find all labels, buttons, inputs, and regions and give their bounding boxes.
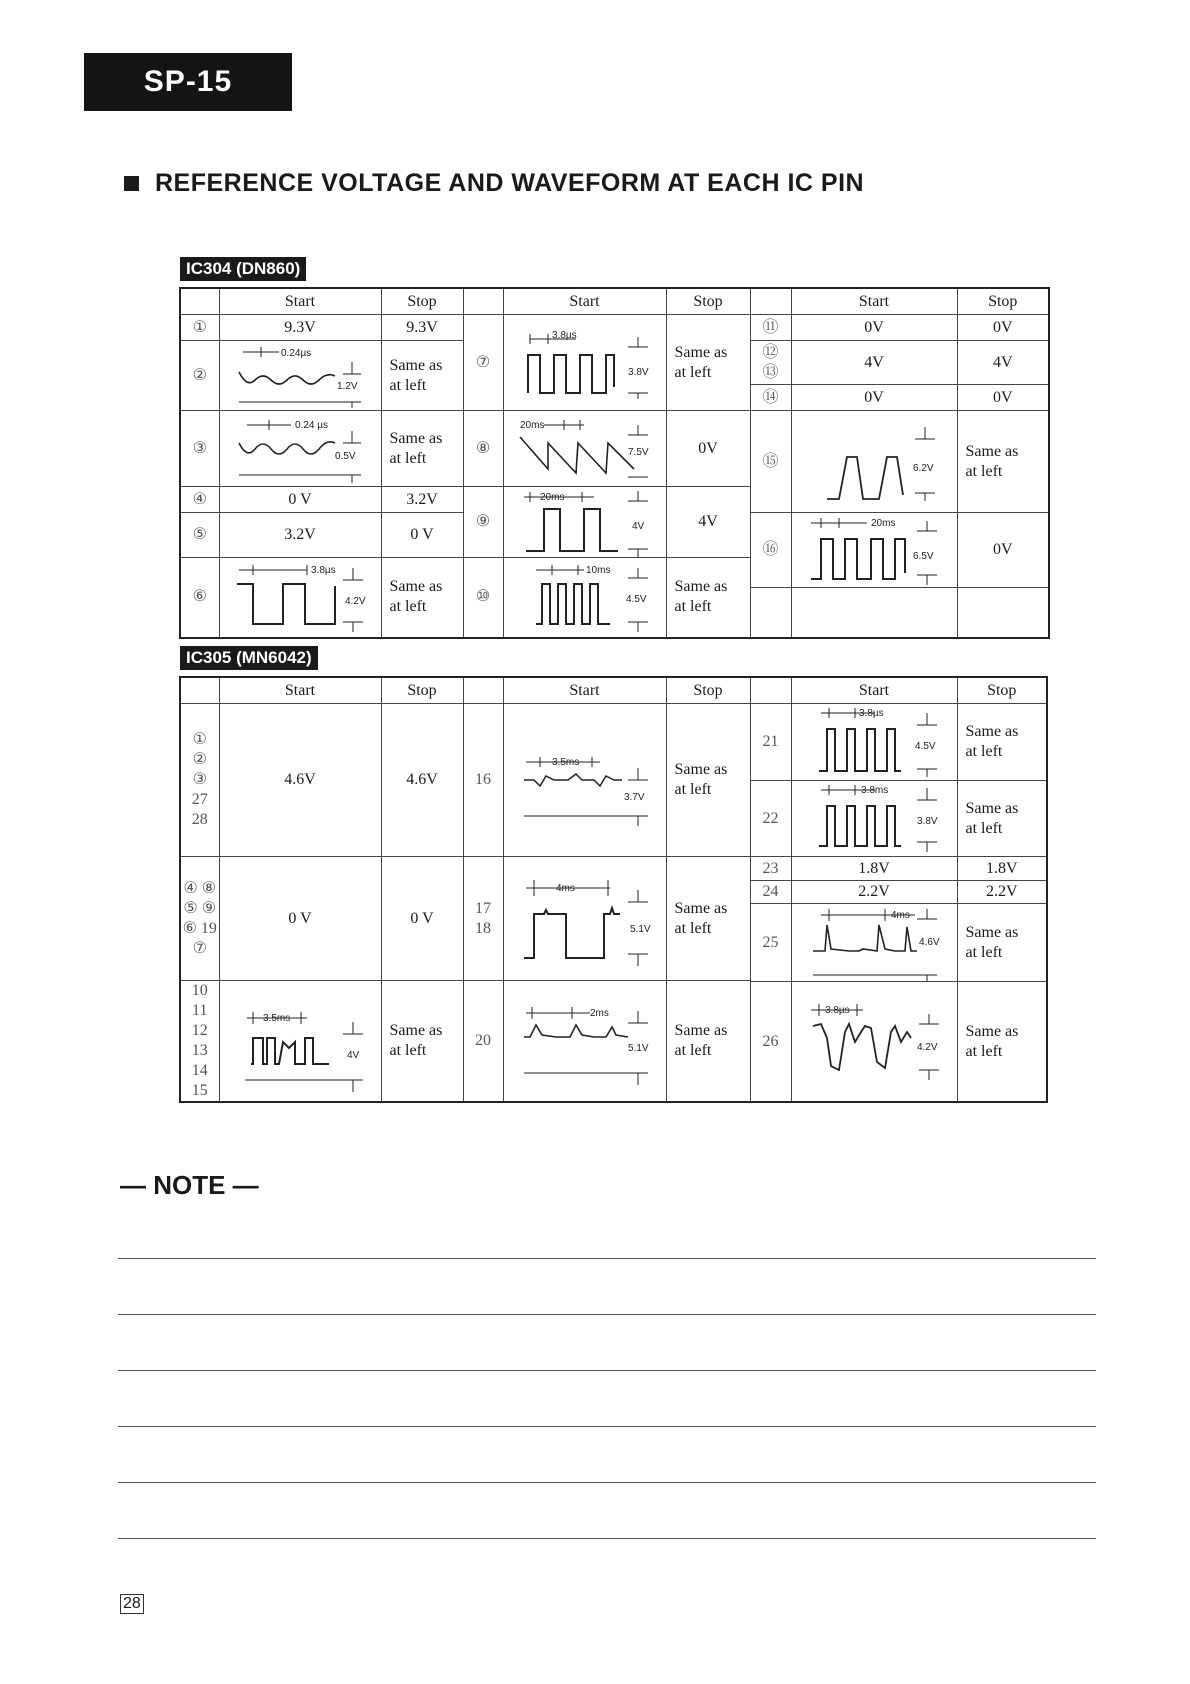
- pin-26-stop: Same as at left: [957, 982, 1047, 1102]
- table-row: [180, 411, 1049, 487]
- pin-20-waveform: [503, 981, 666, 1103]
- pin-group-3-waveform: [219, 981, 381, 1103]
- table-row: [180, 857, 1047, 881]
- pin-6-stop: Same as at left: [381, 558, 463, 638]
- header-start: Start: [219, 288, 381, 315]
- square-wave-icon: [510, 487, 660, 557]
- svg-text:4.2V: 4.2V: [345, 596, 366, 608]
- svg-text:4V: 4V: [347, 1050, 360, 1061]
- svg-text:4V: 4V: [631, 521, 644, 532]
- page-number: 28: [120, 1594, 144, 1614]
- table-row: [180, 704, 1047, 781]
- pin-5-start: 3.2V: [219, 513, 381, 558]
- svg-text:0.24µs: 0.24µs: [281, 347, 312, 359]
- svg-text:6.5V: 6.5V: [913, 551, 934, 562]
- pin-5-stop: 0 V: [381, 513, 463, 558]
- pin-1: ①: [180, 315, 219, 341]
- pin-24: 24: [750, 881, 791, 904]
- header-blank: [750, 288, 791, 315]
- pin-14: ⑭: [750, 385, 791, 411]
- header-stop: Stop: [957, 677, 1047, 704]
- pin-15-waveform: [791, 411, 957, 513]
- header-row: [180, 288, 1049, 315]
- pin-group-1-start: 4.6V: [219, 704, 381, 857]
- spike-wave-icon: [510, 989, 660, 1093]
- pin-16-waveform: [791, 513, 957, 588]
- pulse-wave-icon: [225, 562, 375, 632]
- sawtooth-wave-icon: [510, 413, 660, 485]
- square-wave-icon: [510, 864, 660, 974]
- note-line: [118, 1314, 1096, 1315]
- pin-8-waveform: [503, 411, 666, 487]
- svg-text:3.8µs: 3.8µs: [551, 329, 577, 341]
- pin-23-stop: 1.8V: [957, 857, 1047, 881]
- pin-group-2: ④ ⑧ ⑤ ⑨ ⑥ 19 ⑦: [180, 857, 219, 981]
- pin-21-stop: Same as at left: [957, 704, 1047, 781]
- header-stop: Stop: [381, 677, 463, 704]
- svg-text:0.24 µs: 0.24 µs: [295, 419, 329, 431]
- header-start: Start: [791, 288, 957, 315]
- pin-17-18-stop: Same as at left: [666, 857, 750, 981]
- svg-text:4.5V: 4.5V: [625, 594, 647, 606]
- header-start: Start: [503, 677, 666, 704]
- ic304-table: [179, 287, 1050, 639]
- square-wave-icon: [799, 705, 949, 779]
- note-line: [118, 1538, 1096, 1539]
- pin-12-start: 4V: [791, 341, 957, 385]
- table-row: [180, 315, 1049, 341]
- pin-3-waveform: [219, 411, 381, 487]
- svg-text:3.5ms: 3.5ms: [263, 1013, 291, 1024]
- pin-1-start: 9.3V: [219, 315, 381, 341]
- svg-text:5.1V: 5.1V: [627, 1043, 649, 1054]
- header-blank: [180, 677, 219, 704]
- section-title: [124, 169, 864, 198]
- pin-16: 16: [463, 704, 503, 857]
- pin-21: 21: [750, 704, 791, 781]
- svg-text:3.8V: 3.8V: [917, 815, 938, 827]
- empty-cell: [957, 588, 1049, 638]
- header-start: Start: [219, 677, 381, 704]
- header-blank: [750, 677, 791, 704]
- pin-16-stop: Same as at left: [666, 704, 750, 857]
- pin-10-stop: Same as at left: [666, 558, 750, 638]
- pin-11-start: 0V: [791, 315, 957, 341]
- header-stop: Stop: [666, 677, 750, 704]
- pin-10: ⑩: [463, 558, 503, 638]
- svg-text:3.7V: 3.7V: [623, 792, 645, 803]
- header-stop: Stop: [957, 288, 1049, 315]
- pin-10-waveform: [503, 558, 666, 638]
- header-blank: [463, 288, 503, 315]
- model-badge: SP-15: [84, 53, 292, 111]
- square-wave-icon: [799, 513, 949, 587]
- pin-21-waveform: [791, 704, 957, 781]
- empty-cell: [791, 588, 957, 638]
- bullet-square-icon: [124, 176, 139, 191]
- svg-text:5.1V: 5.1V: [629, 923, 651, 935]
- pin-24-stop: 2.2V: [957, 881, 1047, 904]
- header-stop: Stop: [381, 288, 463, 315]
- pin-20: 20: [463, 981, 503, 1103]
- square-wave-icon: [799, 782, 949, 856]
- pin-14-start: 0V: [791, 385, 957, 411]
- svg-text:4ms: 4ms: [891, 909, 910, 921]
- note-line: [118, 1370, 1096, 1371]
- pin-25-waveform: [791, 904, 957, 982]
- pin-16: ⑯: [750, 513, 791, 588]
- pin-23: 23: [750, 857, 791, 881]
- pin-26-waveform: [791, 982, 957, 1102]
- pin-11: ⑪: [750, 315, 791, 341]
- svg-text:3.8µs: 3.8µs: [311, 565, 336, 577]
- pin-22-stop: Same as at left: [957, 781, 1047, 857]
- section-title-text: REFERENCE VOLTAGE AND WAVEFORM AT EACH IC PIN: [155, 169, 865, 197]
- svg-text:0.5V: 0.5V: [335, 450, 356, 462]
- note-line: [118, 1482, 1096, 1483]
- svg-text:3.8V: 3.8V: [627, 366, 649, 378]
- pin-15: ⑮: [750, 411, 791, 513]
- pin-17-18-waveform: [503, 857, 666, 981]
- svg-text:3.5ms: 3.5ms: [551, 757, 579, 768]
- header-row: [180, 677, 1047, 704]
- ramp-wave-icon: [799, 421, 949, 503]
- header-blank: [463, 677, 503, 704]
- pin-group-2-stop: 0 V: [381, 857, 463, 981]
- pin-12-13: ⑫ ⑬: [750, 341, 791, 385]
- pin-8-stop: 0V: [666, 411, 750, 487]
- pin-group-1-stop: 4.6V: [381, 704, 463, 857]
- svg-text:4.5V: 4.5V: [915, 741, 936, 752]
- pin-9-waveform: [503, 487, 666, 558]
- svg-text:4ms: 4ms: [555, 882, 575, 894]
- pin-17-18: 17 18: [463, 857, 503, 981]
- pin-12-stop: 4V: [957, 341, 1049, 385]
- pin-25-stop: Same as at left: [957, 904, 1047, 982]
- pin-2-waveform: [219, 341, 381, 411]
- header-start: Start: [503, 288, 666, 315]
- pin-20-stop: Same as at left: [666, 981, 750, 1103]
- header-blank: [180, 288, 219, 315]
- pin-11-stop: 0V: [957, 315, 1049, 341]
- header-stop: Stop: [666, 288, 750, 315]
- pin-7: ⑦: [463, 315, 503, 411]
- svg-text:2ms: 2ms: [589, 1008, 609, 1019]
- pin-22-waveform: [791, 781, 957, 857]
- header-start: Start: [791, 677, 957, 704]
- svg-text:3.8µs: 3.8µs: [859, 708, 884, 719]
- pin-3: ③: [180, 411, 219, 487]
- svg-text:20ms: 20ms: [871, 518, 896, 529]
- pin-9: ⑨: [463, 487, 503, 558]
- svg-text:4.2V: 4.2V: [917, 1041, 938, 1053]
- pin-16-stop: 0V: [957, 513, 1049, 588]
- note-line: [118, 1426, 1096, 1427]
- pin-6-waveform: [219, 558, 381, 638]
- square-wave-icon: [510, 562, 660, 632]
- svg-text:4.6V: 4.6V: [919, 936, 940, 948]
- pin-26: 26: [750, 982, 791, 1102]
- pin-7-stop: Same as at left: [666, 315, 750, 411]
- pin-14-stop: 0V: [957, 385, 1049, 411]
- empty-cell: [750, 588, 791, 638]
- ic304-label: IC304 (DN860): [180, 257, 306, 281]
- svg-text:1.2V: 1.2V: [337, 380, 358, 392]
- square-wave-icon: [510, 327, 660, 399]
- pin-group-3-stop: Same as at left: [381, 981, 463, 1103]
- sine-wave-icon: [225, 342, 375, 410]
- pin-2: ②: [180, 341, 219, 411]
- spike-wave-icon: [799, 905, 949, 981]
- pin-25: 25: [750, 904, 791, 982]
- ic305-table: [179, 676, 1048, 1103]
- pin-4: ④: [180, 487, 219, 513]
- pin-4-stop: 3.2V: [381, 487, 463, 513]
- pin-8: ⑧: [463, 411, 503, 487]
- pin-24-start: 2.2V: [791, 881, 957, 904]
- ic305-label: IC305 (MN6042): [180, 646, 318, 670]
- svg-text:6.2V: 6.2V: [913, 462, 934, 474]
- pin-group-2-start: 0 V: [219, 857, 381, 981]
- pin-1-stop: 9.3V: [381, 315, 463, 341]
- pin-16-waveform: [503, 704, 666, 857]
- svg-text:7.5V: 7.5V: [627, 446, 649, 458]
- svg-text:20ms: 20ms: [519, 419, 544, 431]
- svg-text:3.8µs: 3.8µs: [825, 1004, 850, 1016]
- pin-4-start: 0 V: [219, 487, 381, 513]
- sine-wave-icon: [225, 413, 375, 485]
- pin-group-3: 10 11 12 13 14 15: [180, 981, 219, 1103]
- pin-6: ⑥: [180, 558, 219, 638]
- svg-text:10ms: 10ms: [585, 565, 610, 577]
- svg-text:20ms: 20ms: [539, 492, 564, 503]
- pin-2-stop: Same as at left: [381, 341, 463, 411]
- pin-23-start: 1.8V: [791, 857, 957, 881]
- pin-22: 22: [750, 781, 791, 857]
- pulse-wave-icon: [799, 1002, 949, 1082]
- pin-5: ⑤: [180, 513, 219, 558]
- pin-9-stop: 4V: [666, 487, 750, 558]
- pin-3-stop: Same as at left: [381, 411, 463, 487]
- pin-7-waveform: [503, 315, 666, 411]
- pin-group-1: ① ② ③ 27 28: [180, 704, 219, 857]
- pin-15-stop: Same as at left: [957, 411, 1049, 513]
- note-line: [118, 1258, 1096, 1259]
- square-wave-icon: [225, 986, 375, 1096]
- noise-wave-icon: [510, 730, 660, 830]
- note-title: — NOTE —: [120, 1170, 259, 1200]
- svg-text:3.8ms: 3.8ms: [861, 784, 889, 796]
